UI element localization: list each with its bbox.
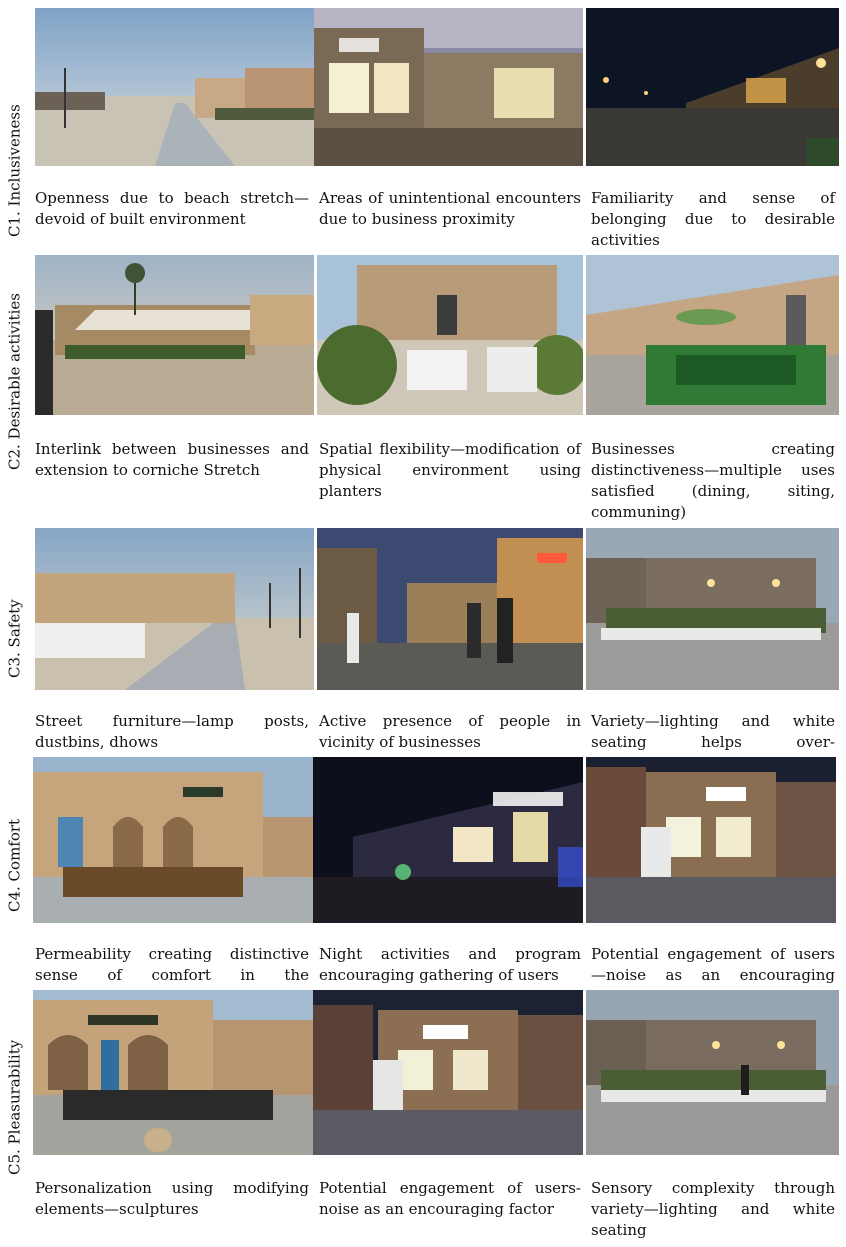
photo-lamp-posts-walkway	[35, 528, 314, 690]
caption: Night activities and program encouraging gathering of users	[319, 945, 581, 984]
photo-night-crowd	[317, 528, 583, 690]
row-label-text: C1. Inclusiveness	[5, 104, 24, 237]
row-label	[0, 528, 30, 693]
photo-cafe-dusk	[314, 8, 583, 166]
photo-sculpture-arches	[33, 990, 313, 1155]
caption: Openness due to beach stretch—devoid of built environment	[35, 189, 309, 228]
caption: Variety—lighting and white seating helps over-	[591, 712, 835, 751]
caption: Street furniture—lamp posts, dustbins, dhows	[35, 712, 309, 751]
photo-planters-dusk	[586, 990, 839, 1155]
photo-white-planters-lights	[586, 528, 839, 690]
row-label	[0, 757, 30, 927]
photo-food-cart-seating	[313, 990, 583, 1155]
caption: Spatial flexibility—modification of physical environment using planters	[319, 440, 581, 500]
row-label	[0, 12, 30, 252]
photo-night-souq-street	[586, 8, 839, 166]
caption: Familiarity and sense of belonging due to desirable activities	[591, 189, 835, 249]
caption: Potential engagement of users—noise as an encouraging	[591, 945, 835, 984]
row-label-text: C4. Comfort	[5, 818, 24, 912]
photo-courtyard-planters	[317, 255, 583, 415]
photo-green-chairs	[586, 255, 839, 415]
caption: Potential engagement of users-noise as an encouraging factor	[319, 1179, 581, 1218]
photo-restaurant-night	[313, 757, 583, 923]
photo-food-cart-night	[586, 757, 836, 923]
row-label-text: C5. Pleasurability	[5, 1039, 24, 1175]
caption: Areas of unintentional encounters due to business proximity	[319, 189, 581, 228]
caption: Active presence of people in vicinity of businesses	[319, 712, 581, 751]
row-label	[0, 255, 30, 485]
photo-palm-canopy	[35, 255, 314, 415]
caption: Permeability creating distinctive sense of comfort in the	[35, 945, 309, 984]
caption: Businesses creating distinctiveness—multiple uses satisfied (dining, siting, communing)	[591, 440, 835, 521]
row-label-text: C3. Safety	[5, 599, 24, 678]
caption: Interlink between businesses and extension to corniche Stretch	[35, 440, 309, 479]
photo-beach-promenade	[35, 8, 314, 166]
photo-arched-facade-seating	[33, 757, 313, 923]
row-label	[0, 990, 30, 1190]
caption: Personalization using modifying elements—sculptures	[35, 1179, 309, 1218]
caption: Sensory complexity through variety—lighting and white seating	[591, 1179, 835, 1239]
row-label-text: C2. Desirable activities	[5, 293, 24, 470]
